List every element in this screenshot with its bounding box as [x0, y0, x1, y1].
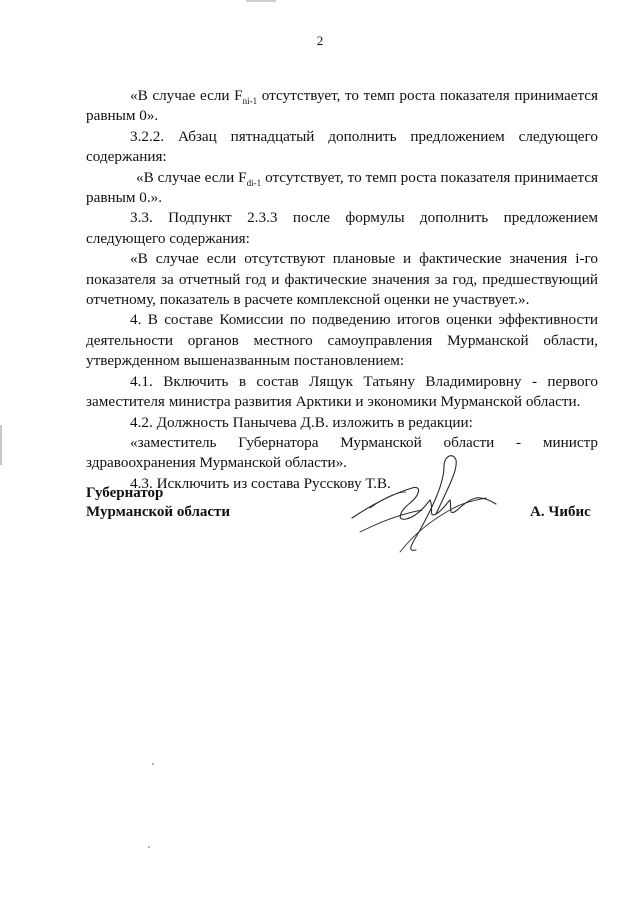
page-number: 2 — [316, 33, 324, 48]
paragraph-p5: «В случае если отсутствуют плановые и фактические значения i-го показателя за отчетный год и фактические значения за год, предшествующий отчетному, показатель в расчете комплексной оценки не участвует.». — [86, 250, 598, 309]
formula-subscript: di-1 — [246, 177, 262, 188]
paragraph-text: «В случае если F — [130, 87, 243, 104]
paragraph-text: «В случае если F — [136, 168, 247, 186]
signatory-position-line1: Губернатор — [86, 485, 164, 501]
paragraph-p7: 4.1. Включить в состав Лящук Татьяну Владимировну - первого заместителя министра развития Арктики и экономики Мурманской области. — [86, 372, 598, 411]
paragraph-text: отсутствует, то темп роста показателя принимается равным 0». — [86, 87, 598, 125]
scan-edge-artifact — [0, 425, 2, 465]
paragraph-p2: 3.2.2. Абзац пятнадцатый дополнить предложением следующего содержания: — [86, 127, 598, 166]
paragraph-p8: 4.2. Должность Панычева Д.В. изложить в редакции: — [130, 413, 473, 431]
paragraph-text: отсутствует, то темп роста показателя принимается равным 0.». — [86, 168, 598, 207]
paragraph-p1 — [86, 86, 598, 127]
document-body — [86, 86, 598, 494]
scan-speck — [152, 763, 154, 765]
paragraph-p9: «заместитель Губернатора Мурманской области - министр здравоохранения Мурманской области». — [86, 433, 598, 472]
paragraph-p10: 4.3. Исключить из состава Русскову Т.В. — [130, 474, 391, 492]
paragraph-p3 — [86, 168, 598, 209]
scan-artifact — [246, 0, 276, 2]
scan-speck — [148, 846, 150, 848]
paragraph-p4: 3.3. Подпункт 2.3.3 после формулы дополнить предложением следующего содержания: — [86, 209, 598, 247]
formula-subscript: ni-1 — [242, 96, 258, 107]
paragraph-p6: 4. В составе Комиссии по подведению итогов оценки эффективности деятельности органов местного самоуправления Мурманской области, утвержденном вышеназванным постановлением: — [86, 311, 598, 370]
signatory-name: А. Чибис — [530, 504, 591, 520]
signatory-position-line2: Мурманской области — [86, 504, 231, 520]
